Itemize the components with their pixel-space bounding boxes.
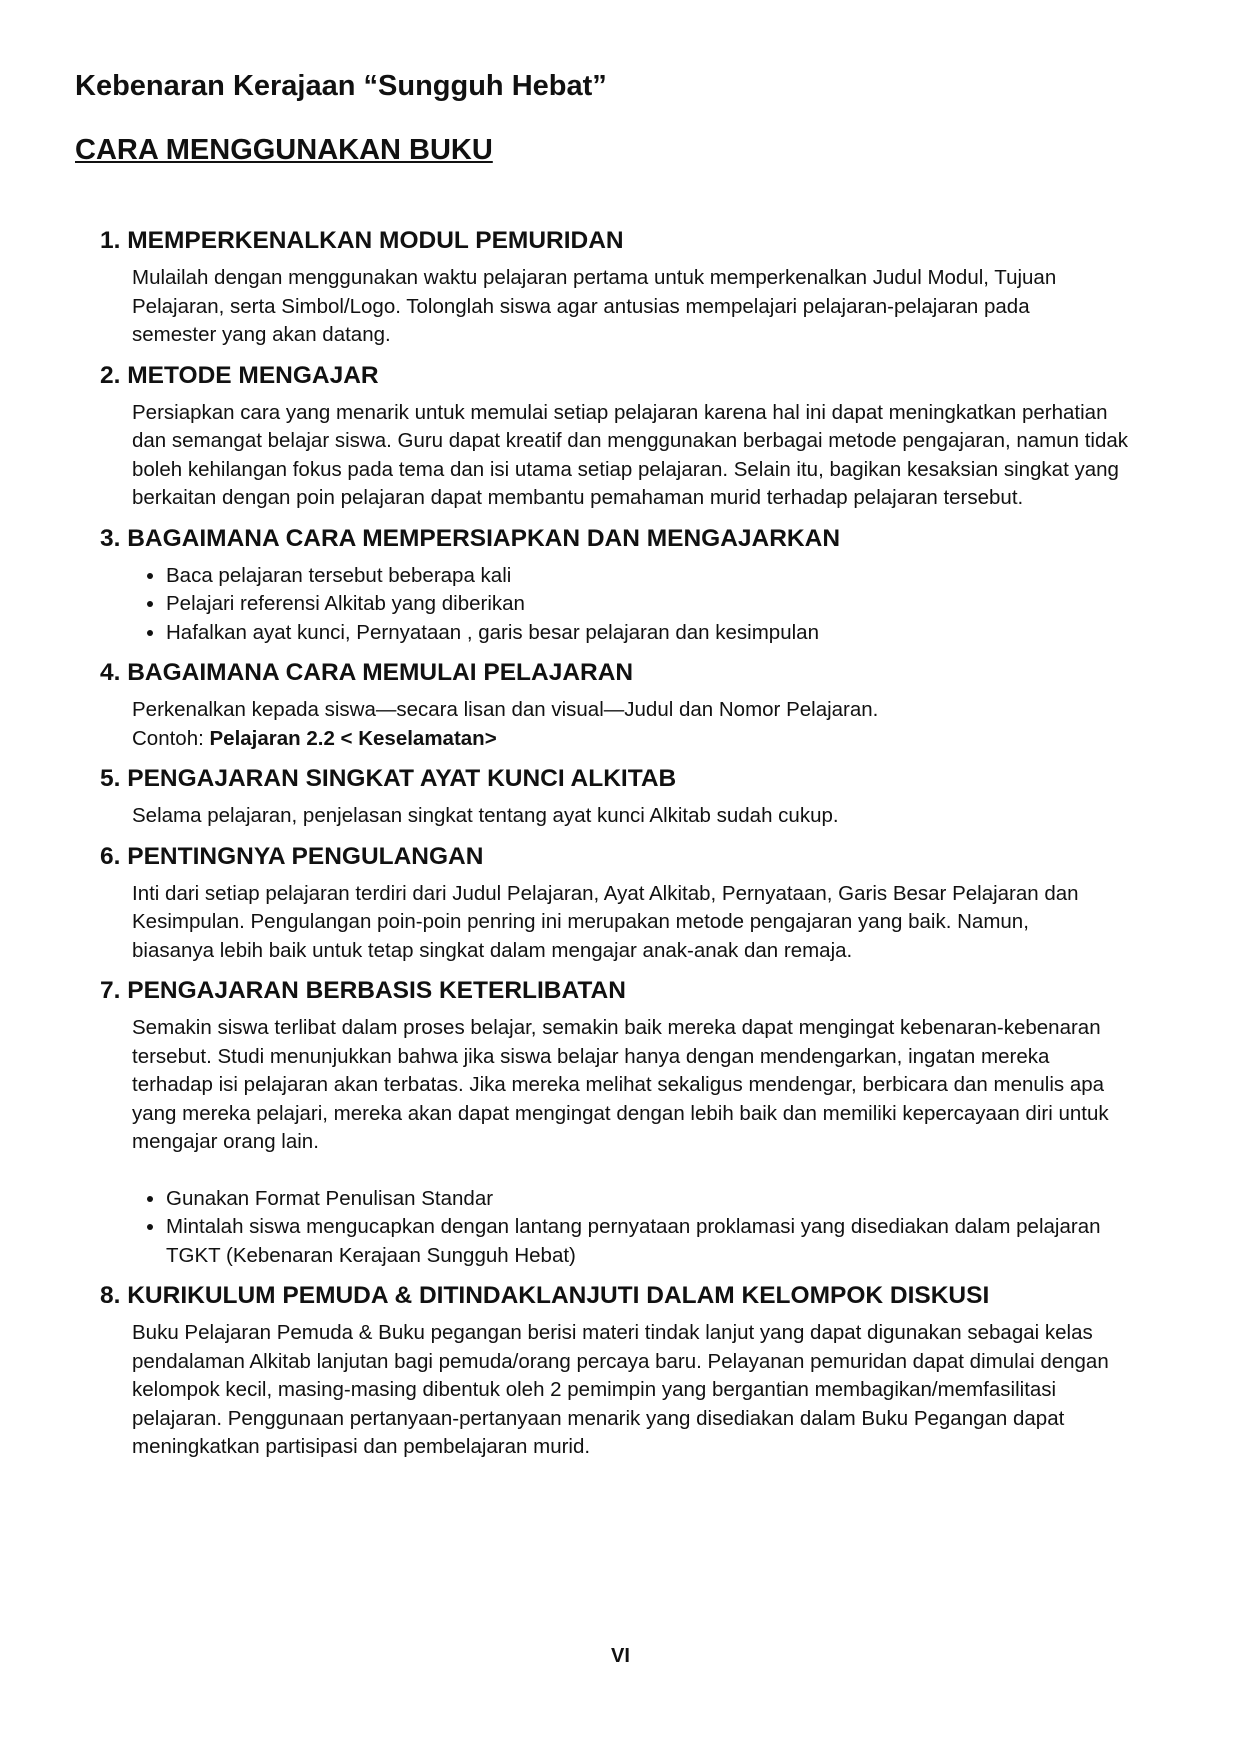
document-title: Kebenaran Kerajaan “Sungguh Hebat” xyxy=(75,70,607,102)
example-value: Pelajaran 2.2 < Keselamatan> xyxy=(209,726,497,750)
section-heading: 6. PENTINGNYA PENGULANGAN xyxy=(100,842,484,870)
section-text: Selama pelajaran, penjelasan singkat tentang ayat kunci Alkitab sudah cukup. xyxy=(132,804,839,827)
list-item: • Mintalah siswa mengucapkan dengan lantang pernyataan proklamasi yang disediakan dalam pelajaran TGKT (Kebenaran Kerajaan Sungguh Hebat) xyxy=(166,1213,1106,1270)
bullet-list xyxy=(132,562,1140,648)
section-text: Semakin siswa terlibat dalam proses belajar, semakin baik mereka dapat mengingat kebenaran-kebenaran tersebut. Studi menunjukkan bahwa jika siswa belajar hanya dengan mendengarkan, ingatan mereka terhadap isi pelajaran akan terbatas. Jika mereka melihat sekaligus mendengar, berbicara dan menulis apa yang mereka pelajari, mereka akan dapat mengingat dengan lebih baik dan memiliki kepercayaan diri untuk mengajar orang lain. xyxy=(132,1016,1109,1153)
bullet-list xyxy=(132,1185,1106,1271)
section-3 xyxy=(100,524,1140,648)
section-heading: 4. BAGAIMANA CARA MEMULAI PELAJARAN xyxy=(100,659,634,686)
section-text: Mulailah dengan menggunakan waktu pelajaran pertama untuk memperkenalkan Judul Modul, Tujuan Pelajaran, serta Simbol/Logo. Tolonglah siswa agar antusias mempelajari pelajaran-pelajaran pada semester yang akan datang. xyxy=(132,266,1057,346)
section-text: Buku Pelajaran Pemuda & Buku pegangan berisi materi tindak lanjut yang dapat digunakan sebagai kelas pendalaman Alkitab lanjutan bagi pemuda/orang percaya baru. Pelayanan pemuridan dapat dimulai dengan kelompok kecil, masing-masing dibentuk oleh 2 pemimpin yang bergantian membagikan/memfasilitasi pelajaran. Penggunaan pertanyaan-pertanyaan menarik yang disediakan dalam Buku Pegangan dapat meningkatkan partisipasi dan pembelajaran murid. xyxy=(132,1321,1109,1458)
section-heading: 1. MEMPERKENALKAN MODUL PEMURIDAN xyxy=(100,227,624,254)
list-item: • Baca pelajaran tersebut beberapa kali xyxy=(166,562,1140,591)
section-heading: 3. BAGAIMANA CARA MEMPERSIAPKAN DAN MENGAJARKAN xyxy=(100,524,841,552)
list-item: • Pelajari referensi Alkitab yang diberikan xyxy=(166,590,1140,619)
list-item: • Gunakan Format Penulisan Standar xyxy=(166,1185,1106,1214)
section-text: Inti dari setiap pelajaran terdiri dari Judul Pelajaran, Ayat Alkitab, Pernyataan, Garis Besar Pelajaran dan Kesimpulan. Pengulangan poin-poin penring ini merupakan metode pengajaran yang baik. Namun, biasanya lebih baik untuk tetap singkat dalam mengajar anak-anak dan remaja. xyxy=(132,881,1079,962)
section-heading: 2. METODE MENGAJAR xyxy=(100,361,379,389)
page-heading: CARA MENGGUNAKAN BUKU xyxy=(75,134,493,166)
section-4 xyxy=(100,658,1140,753)
section-text: Persiapkan cara yang menarik untuk memulai setiap pelajaran karena hal ini dapat meningkatkan perhatian dan semangat belajar siswa. Guru dapat kreatif dan menggunakan berbagai metode pengajaran, namun tidak boleh kehilangan fokus pada tema dan isi utama setiap pelajaran. Selain itu, bagikan kesaksian singkat yang berkaitan dengan poin pelajaran dapat membantu pemahaman murid terhadap pelajaran tersebut. xyxy=(132,400,1129,509)
section-1 xyxy=(100,226,1140,350)
section-heading: 7. PENGAJARAN BERBASIS KETERLIBATAN xyxy=(100,977,626,1004)
section-8 xyxy=(100,1281,1140,1462)
list-item: • Hafalkan ayat kunci, Pernyataan , garis besar pelajaran dan kesimpulan xyxy=(166,619,1140,648)
section-heading: 5. PENGAJARAN SINGKAT AYAT KUNCI ALKITAB xyxy=(100,765,677,792)
section-5 xyxy=(100,764,1140,831)
section-heading: 8. KURIKULUM PEMUDA & DITINDAKLANJUTI DALAM KELOMPOK DISKUSI xyxy=(100,1282,990,1309)
example-line xyxy=(132,725,1140,754)
section-7 xyxy=(100,976,1140,1270)
instructions-list xyxy=(100,226,1140,1473)
section-text: Perkenalkan kepada siswa—secara lisan dan visual—Judul dan Nomor Pelajaran. xyxy=(132,698,879,721)
example-label: Contoh: xyxy=(132,726,210,750)
section-2 xyxy=(100,361,1140,513)
page-number: VI xyxy=(611,1645,630,1667)
section-6 xyxy=(100,842,1140,966)
